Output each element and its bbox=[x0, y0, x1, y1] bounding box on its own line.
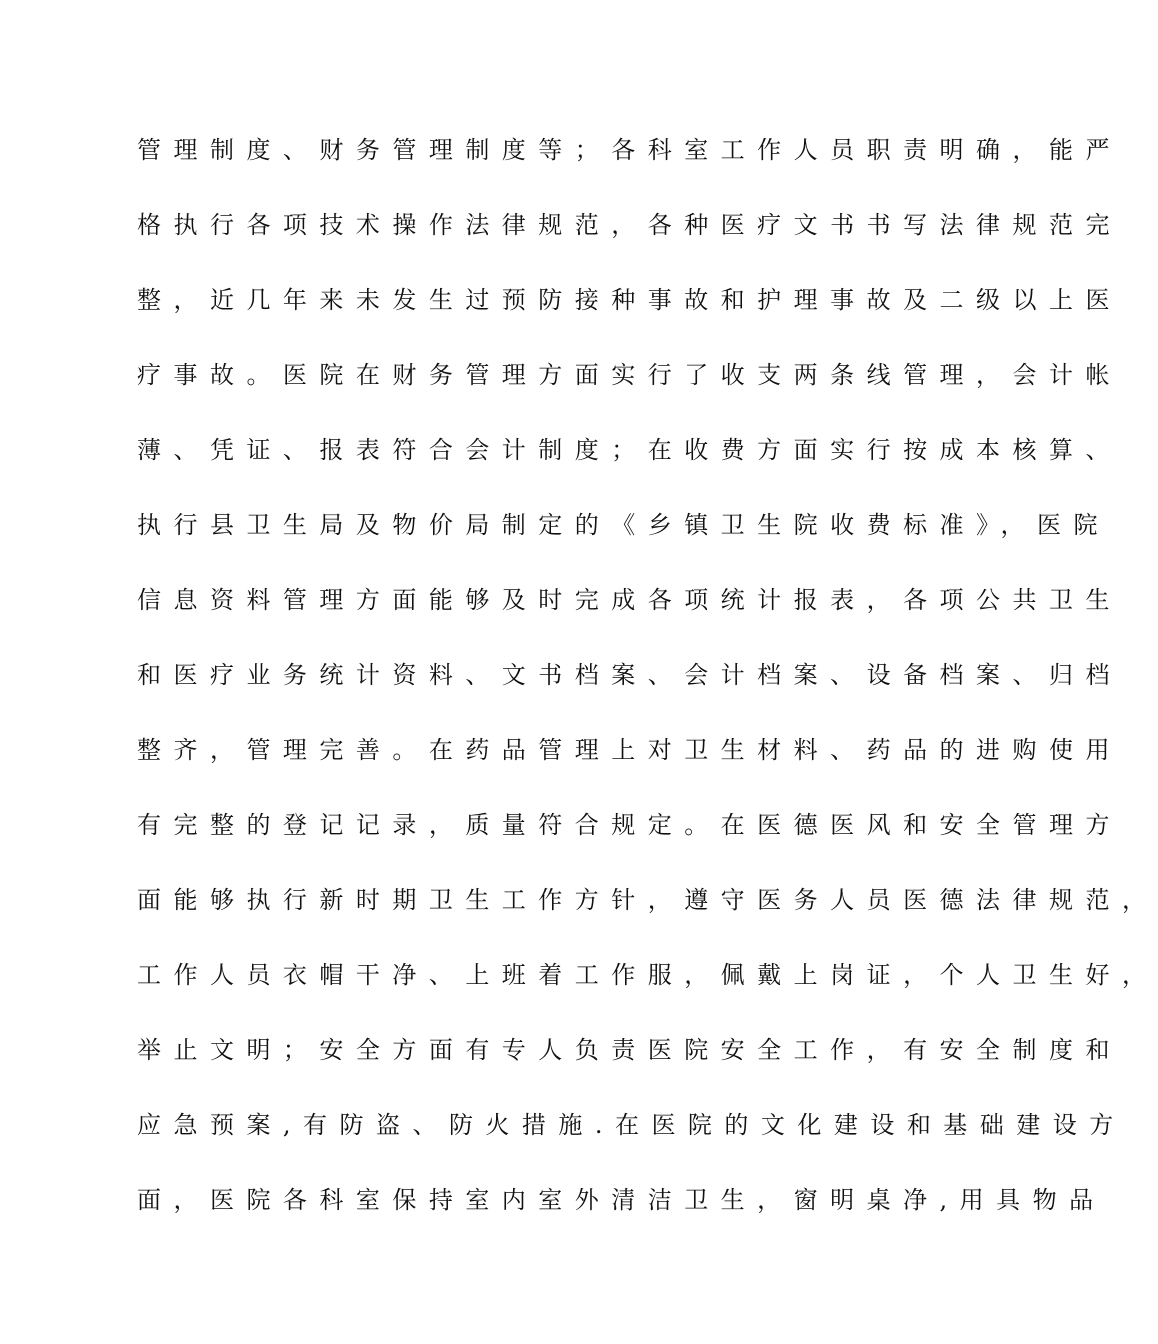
text-line-1: 管理制度、财务管理制度等；各科室工作人员职责明确，能严 bbox=[137, 136, 1122, 164]
text-line-8: 和医疗业务统计资料、文书档案、会计档案、设备档案、归档 bbox=[137, 661, 1122, 689]
text-line-11: 面能够执行新时期卫生工作方针，遵守医务人员医德法律规范， bbox=[137, 886, 1158, 914]
text-line-10: 有完整的登记记录，质量符合规定。在医德医风和安全管理方 bbox=[137, 811, 1122, 839]
text-line-7: 信息资料管理方面能够及时完成各项统计报表，各项公共卫生 bbox=[137, 586, 1122, 614]
body-text bbox=[137, 128, 1158, 1253]
text-line-14: 应急预案,有防盗、防火措施.在医院的文化建设和基础建设方 bbox=[137, 1111, 1126, 1139]
text-line-12: 工作人员衣帽干净、上班着工作服，佩戴上岗证，个人卫生好， bbox=[137, 961, 1158, 989]
text-line-5: 薄、凭证、报表符合会计制度；在收费方面实行按成本核算、 bbox=[137, 436, 1122, 464]
text-line-15: 面，医院各科室保持室内室外清洁卫生，窗明桌净,用具物品 bbox=[137, 1186, 1106, 1214]
text-line-2: 格执行各项技术操作法律规范，各种医疗文书书写法律规范完 bbox=[137, 211, 1122, 239]
text-line-9: 整齐，管理完善。在药品管理上对卫生材料、药品的进购使用 bbox=[137, 736, 1122, 764]
text-line-13: 举止文明；安全方面有专人负责医院安全工作，有安全制度和 bbox=[137, 1036, 1122, 1064]
text-line-6: 执行县卫生局及物价局制定的《乡镇卫生院收费标准》，医院 bbox=[137, 511, 1110, 539]
text-line-3: 整，近几年来未发生过预防接种事故和护理事故及二级以上医 bbox=[137, 286, 1122, 314]
text-line-4: 疗事故。医院在财务管理方面实行了收支两条线管理，会计帐 bbox=[137, 361, 1122, 389]
